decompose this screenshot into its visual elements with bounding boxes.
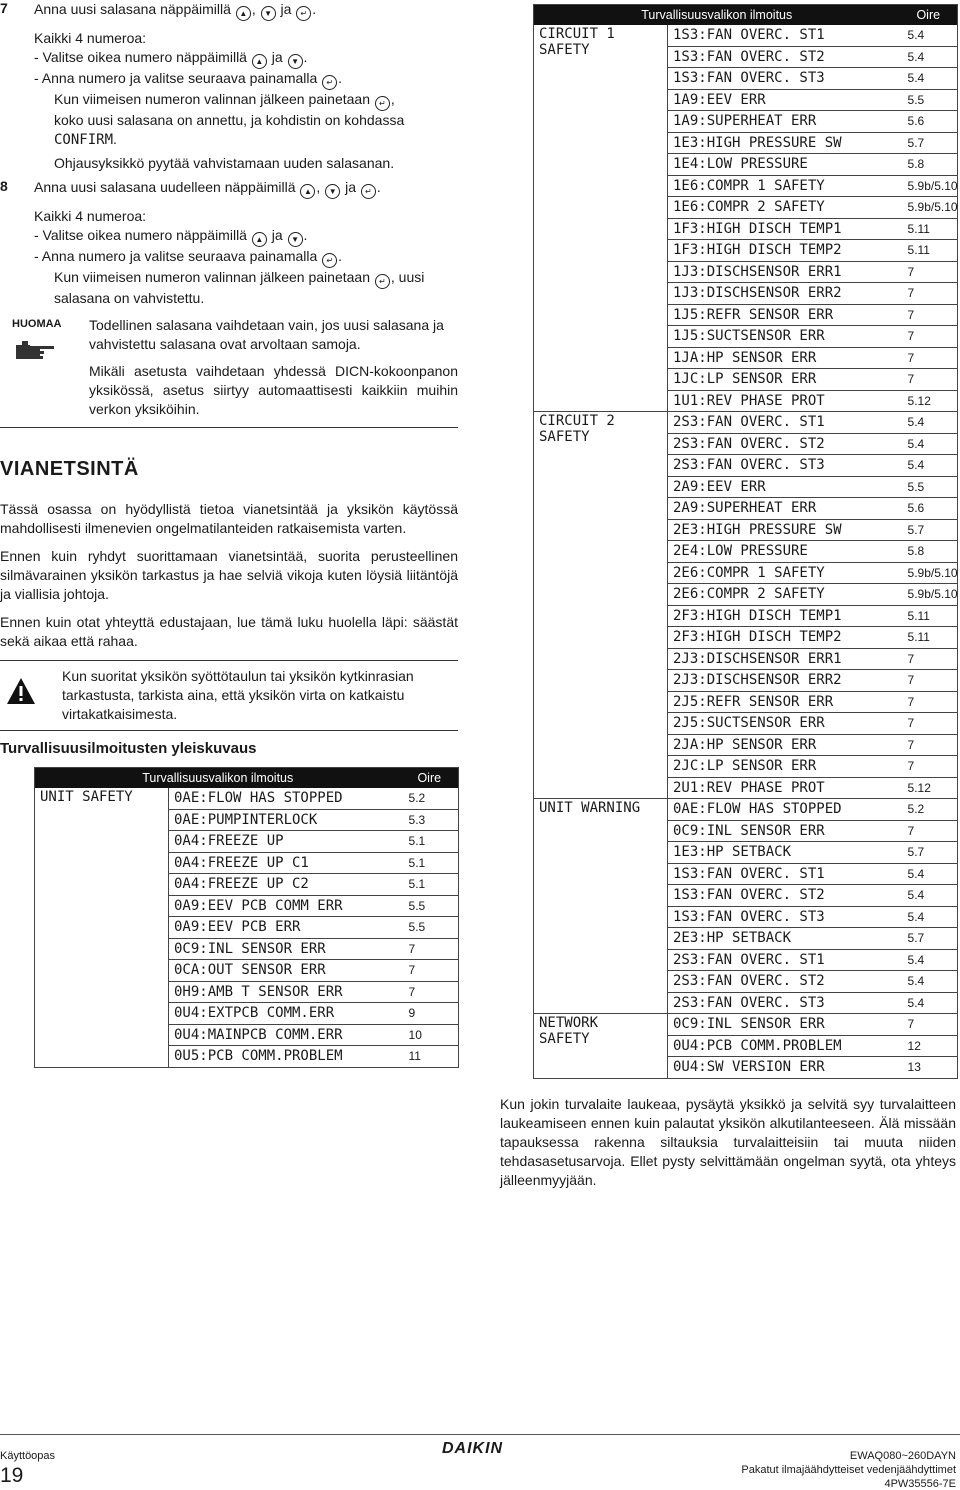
message-cell: 1J3:DISCHSENSOR ERR2 <box>668 283 900 305</box>
intro-paragraph: Ennen kuin otat yhteyttä edustajaan, lue tämä luku huolella läpi: säästät sekä aikaa että rahaa. <box>0 614 458 649</box>
chapter-cell: 5.8 <box>900 541 958 563</box>
message-cell: 2E4:LOW PRESSURE <box>668 541 900 563</box>
message-cell: 0U4:SW VERSION ERR <box>668 1057 900 1079</box>
message-cell: 2S3:FAN OVERC. ST2 <box>668 971 900 993</box>
message-cell: 1S3:FAN OVERC. ST3 <box>668 68 900 90</box>
message-cell: 1S3:FAN OVERC. ST2 <box>668 885 900 907</box>
note-label: HUOMAA <box>12 318 62 330</box>
table-header-cure: Oire <box>900 5 958 26</box>
up-arrow-key-icon: ▲ <box>300 184 315 199</box>
table-row <box>534 1014 958 1036</box>
step-text: - Valitse oikea numero näppäimillä ▲ ja ▼ . <box>34 226 460 247</box>
message-cell: 0AE:FLOW HAS STOPPED <box>668 799 900 821</box>
table-header-cure: Oire <box>401 768 459 789</box>
chapter-cell: 10 <box>401 1024 459 1046</box>
message-cell: 0A4:FREEZE UP C2 <box>169 874 401 896</box>
chapter-cell: 5.5 <box>900 476 958 498</box>
category-cell: CIRCUIT 2 SAFETY <box>534 412 668 799</box>
chapter-cell: 5.7 <box>900 132 958 154</box>
warning-triangle-icon <box>6 677 36 705</box>
message-cell: 0C9:INL SENSOR ERR <box>668 820 900 842</box>
chapter-cell: 5.9b/5.10 <box>900 584 958 606</box>
chapter-cell: 5.5 <box>401 895 459 917</box>
chapter-cell: 7 <box>900 713 958 735</box>
step-text: koko uusi salasana on annettu, ja kohdistin on kohdassa <box>54 112 405 128</box>
confirm-label: CONFIRM <box>54 132 114 148</box>
message-cell: 1S3:FAN OVERC. ST3 <box>668 906 900 928</box>
chapter-cell: 5.5 <box>401 917 459 939</box>
message-cell: 1J5:REFR SENSOR ERR <box>668 304 900 326</box>
chapter-cell: 5.4 <box>900 412 958 434</box>
step-7: 7 Anna uusi salasana näppäimillä ▲ , ▼ ja ↵ . Kaikki 4 numeroa: - Valitse oikea numero näppäimillä ▲ ja ▼ . - Anna numero ja valitse seuraava painamalla ↵ . Kun viimeisen numeron valinnan jälkeen painetaan ↵ , koko uusi salasana on annettu, ja kohdistin on kohdassa CONFIRM. Ohjausyksikkö pyytää vahvistamaan uuden salasanan. <box>0 0 460 173</box>
chapter-cell: 5.9b/5.10 <box>900 197 958 219</box>
footer-model: EWAQ080~260DAYN <box>849 1450 956 1462</box>
chapter-cell: 5.6 <box>900 111 958 133</box>
note-paragraph: Mikäli asetusta vaihdetaan yhdessä DICN-kokoonpanon yksikössä, asetus siirtyy automaattisesti kaikkiin muihin verkon yksiköihin. <box>89 363 458 417</box>
message-cell: 2JC:LP SENSOR ERR <box>668 756 900 778</box>
chapter-cell: 7 <box>900 1014 958 1036</box>
message-cell: 0A9:EEV PCB COMM ERR <box>169 895 401 917</box>
chapter-cell: 7 <box>401 981 459 1003</box>
message-cell: 1S3:FAN OVERC. ST1 <box>668 25 900 46</box>
message-cell: 0H9:AMB T SENSOR ERR <box>169 981 401 1003</box>
message-cell: 0A4:FREEZE UP C1 <box>169 852 401 874</box>
chapter-cell: 5.2 <box>900 799 958 821</box>
message-cell: 2JA:HP SENSOR ERR <box>668 734 900 756</box>
warning-text: Kun suoritat yksikön syöttötaulun tai yksikön kytkinrasian tarkastusta, tarkista aina, että yksikön virta on katkaistu virtakatkaisimesta. <box>62 668 414 722</box>
step-text: Kaikki 4 numeroa: <box>34 208 147 224</box>
message-cell: 0A4:FREEZE UP <box>169 831 401 853</box>
chapter-cell: 5.7 <box>900 519 958 541</box>
step-text: Kun viimeisen numeron valinnan jälkeen painetaan ↵ , uusi <box>34 268 460 289</box>
chapter-cell: 5.4 <box>900 863 958 885</box>
category-cell: CIRCUIT 1 SAFETY <box>534 25 668 412</box>
enter-key-icon: ↵ <box>296 6 311 21</box>
message-cell: 0A9:EEV PCB ERR <box>169 917 401 939</box>
footer-product: Pakatut ilmajäähdytteiset vedenjäähdyttimet <box>741 1464 956 1476</box>
note-box <box>0 305 458 428</box>
pointing-hand-icon <box>14 337 60 361</box>
chapter-cell: 13 <box>900 1057 958 1079</box>
message-cell: 2J3:DISCHSENSOR ERR2 <box>668 670 900 692</box>
message-cell: 2S3:FAN OVERC. ST3 <box>668 455 900 477</box>
message-cell: 1A9:SUPERHEAT ERR <box>668 111 900 133</box>
footer-code: 4PW35556-7E <box>884 1478 956 1490</box>
chapter-cell: 5.4 <box>900 992 958 1014</box>
table-row <box>35 788 459 809</box>
intro-paragraph: Tässä osassa on hyödyllistä tietoa vianetsintää ja yksikön käytössä mahdollisesti ilmenevien ongelmatilanteiden ratkaisemista varten. <box>0 501 458 536</box>
message-cell: 1J5:SUCTSENSOR ERR <box>668 326 900 348</box>
message-cell: 1JC:LP SENSOR ERR <box>668 369 900 391</box>
closing-paragraph: Kun jokin turvalaite laukeaa, pysäytä yksikkö ja selvitä syy turvalaitteen laukeamiseen ennen kuin palautat yksikön alkutilanteeseen. Älä missään tapauksessa rakenna siltauksia turvalaitteisiin tai muuta niiden tehdasasetusarvoja. Ellet pysty selvittämään ongelman syytä, ota yhteys jälleenmyyjään. <box>500 1096 956 1188</box>
message-cell: 2F3:HIGH DISCH TEMP1 <box>668 605 900 627</box>
chapter-cell: 5.5 <box>900 89 958 111</box>
down-arrow-key-icon: ▼ <box>261 6 276 21</box>
chapter-cell: 5.8 <box>900 154 958 176</box>
chapter-cell: 7 <box>900 326 958 348</box>
enter-key-icon: ↵ <box>322 75 337 90</box>
chapter-cell: 7 <box>900 261 958 283</box>
down-arrow-key-icon: ▼ <box>325 184 340 199</box>
message-cell: 2E3:HIGH PRESSURE SW <box>668 519 900 541</box>
warning-box <box>0 660 458 731</box>
step-text: - Anna numero ja valitse seuraava painamalla ↵ . <box>34 247 460 268</box>
section-title: VIANETSINTÄ <box>0 458 139 480</box>
footer-divider <box>0 1434 960 1435</box>
message-cell: 2E6:COMPR 1 SAFETY <box>668 562 900 584</box>
safety-table-left <box>34 767 459 1068</box>
down-arrow-key-icon: ▼ <box>288 232 303 247</box>
chapter-cell: 5.11 <box>900 627 958 649</box>
note-paragraph: Todellinen salasana vaihdetaan vain, jos uusi salasana ja vahvistettu salasana ovat arvoltaan samoja. <box>89 317 444 352</box>
message-cell: 2E3:HP SETBACK <box>668 928 900 950</box>
daikin-logo: DAIKIN <box>442 1440 504 1457</box>
chapter-cell: 7 <box>900 820 958 842</box>
message-cell: 1E3:HIGH PRESSURE SW <box>668 132 900 154</box>
message-cell: 2U1:REV PHASE PROT <box>668 777 900 799</box>
chapter-cell: 7 <box>900 283 958 305</box>
up-arrow-key-icon: ▲ <box>236 6 251 21</box>
chapter-cell: 5.4 <box>900 433 958 455</box>
message-cell: 1E6:COMPR 2 SAFETY <box>668 197 900 219</box>
chapter-cell: 5.4 <box>900 455 958 477</box>
step-8: 8 Anna uusi salasana uudelleen näppäimillä ▲ , ▼ ja ↵ . Kaikki 4 numeroa: - Valitse oikea numero näppäimillä ▲ ja ▼ . - Anna numero ja valitse seuraava painamalla ↵ . Kun viimeisen numeron valinnan jälkeen painetaan ↵ , uusi salasana on vahvistettu. <box>0 178 460 308</box>
step-text: Kaikki 4 numeroa: <box>34 30 147 46</box>
table-row <box>534 412 958 434</box>
overview-title: Turvallisuusilmoitusten yleiskuvaus <box>0 740 257 757</box>
message-cell: 2S3:FAN OVERC. ST1 <box>668 412 900 434</box>
step-text: Kun viimeisen numeron valinnan jälkeen painetaan ↵ , <box>34 90 460 111</box>
category-cell: UNIT WARNING <box>534 799 668 1014</box>
chapter-cell: 5.2 <box>401 788 459 809</box>
message-cell: 2E6:COMPR 2 SAFETY <box>668 584 900 606</box>
chapter-cell: 7 <box>900 734 958 756</box>
step-number: 8 <box>0 178 8 194</box>
chapter-cell: 5.11 <box>900 218 958 240</box>
message-cell: 1JA:HP SENSOR ERR <box>668 347 900 369</box>
message-cell: 1U1:REV PHASE PROT <box>668 390 900 412</box>
chapter-cell: 5.4 <box>900 885 958 907</box>
safety-table-right <box>533 4 958 1079</box>
intro-paragraph: Ennen kuin ryhdyt suorittamaan vianetsintää, suorita perusteellinen silmävarainen yksikön tarkastus ja hae selviä vikoja kuten löysiä liitäntöjä ja viallisia johtoja. <box>0 548 458 602</box>
message-cell: 2A9:EEV ERR <box>668 476 900 498</box>
step-text: - Valitse oikea numero näppäimillä ▲ ja ▼ . <box>34 48 460 69</box>
chapter-cell: 5.12 <box>900 390 958 412</box>
message-cell: 1F3:HIGH DISCH TEMP2 <box>668 240 900 262</box>
message-cell: 0U5:PCB COMM.PROBLEM <box>169 1046 401 1068</box>
chapter-cell: 5.11 <box>900 240 958 262</box>
chapter-cell: 5.4 <box>900 25 958 46</box>
chapter-cell: 7 <box>900 347 958 369</box>
table-row <box>534 799 958 821</box>
chapter-cell: 5.6 <box>900 498 958 520</box>
chapter-cell: 7 <box>900 369 958 391</box>
chapter-cell: 5.1 <box>401 852 459 874</box>
up-arrow-key-icon: ▲ <box>252 232 267 247</box>
chapter-cell: 5.1 <box>401 831 459 853</box>
message-cell: 1A9:EEV ERR <box>668 89 900 111</box>
enter-key-icon: ↵ <box>375 96 390 111</box>
chapter-cell: 5.4 <box>900 68 958 90</box>
table-header-menu: Turvallisuusvalikon ilmoitus <box>35 768 401 789</box>
page-number: 19 <box>0 1464 24 1487</box>
message-cell: 2S3:FAN OVERC. ST3 <box>668 992 900 1014</box>
message-cell: 0U4:EXTPCB COMM.ERR <box>169 1003 401 1025</box>
up-arrow-key-icon: ▲ <box>252 54 267 69</box>
message-cell: 2S3:FAN OVERC. ST2 <box>668 433 900 455</box>
message-cell: 1S3:FAN OVERC. ST2 <box>668 46 900 68</box>
category-cell: NETWORK SAFETY <box>534 1014 668 1079</box>
table-header-menu: Turvallisuusvalikon ilmoitus <box>534 5 900 26</box>
chapter-cell: 5.1 <box>401 874 459 896</box>
message-cell: 0C9:INL SENSOR ERR <box>668 1014 900 1036</box>
chapter-cell: 5.12 <box>900 777 958 799</box>
chapter-cell: 5.4 <box>900 906 958 928</box>
message-cell: 0CA:OUT SENSOR ERR <box>169 960 401 982</box>
chapter-cell: 5.3 <box>401 809 459 831</box>
message-cell: 0U4:MAINPCB COMM.ERR <box>169 1024 401 1046</box>
chapter-cell: 11 <box>401 1046 459 1068</box>
message-cell: 0AE:FLOW HAS STOPPED <box>169 788 401 809</box>
chapter-cell: 5.9b/5.10 <box>900 175 958 197</box>
chapter-cell: 12 <box>900 1035 958 1057</box>
chapter-cell: 5.4 <box>900 971 958 993</box>
message-cell: 1F3:HIGH DISCH TEMP1 <box>668 218 900 240</box>
chapter-cell: 7 <box>900 756 958 778</box>
step-number: 7 <box>0 0 8 16</box>
message-cell: 2J5:SUCTSENSOR ERR <box>668 713 900 735</box>
footer-doc-title: Käyttöopas <box>0 1450 56 1462</box>
table-row <box>534 25 958 46</box>
chapter-cell: 5.7 <box>900 928 958 950</box>
message-cell: 1E4:LOW PRESSURE <box>668 154 900 176</box>
chapter-cell: 7 <box>401 938 459 960</box>
enter-key-icon: ↵ <box>322 253 337 268</box>
message-cell: 2J3:DISCHSENSOR ERR1 <box>668 648 900 670</box>
message-cell: 2F3:HIGH DISCH TEMP2 <box>668 627 900 649</box>
step-text: Ohjausyksikkö pyytää vahvistamaan uuden salasanan. <box>54 155 395 171</box>
message-cell: 0C9:INL SENSOR ERR <box>169 938 401 960</box>
chapter-cell: 7 <box>900 304 958 326</box>
step-text: CONFIRM. <box>54 131 117 148</box>
chapter-cell: 5.4 <box>900 949 958 971</box>
step-text: Anna uusi salasana näppäimillä <box>34 1 235 17</box>
step-text: Anna uusi salasana uudelleen näppäimillä <box>34 179 300 195</box>
step-text: - Anna numero ja valitse seuraava painamalla ↵ . <box>34 69 460 90</box>
message-cell: 2J5:REFR SENSOR ERR <box>668 691 900 713</box>
message-cell: 1E3:HP SETBACK <box>668 842 900 864</box>
message-cell: 0AE:PUMPINTERLOCK <box>169 809 401 831</box>
chapter-cell: 5.4 <box>900 46 958 68</box>
message-cell: 1S3:FAN OVERC. ST1 <box>668 863 900 885</box>
chapter-cell: 5.9b/5.10 <box>900 562 958 584</box>
chapter-cell: 7 <box>900 691 958 713</box>
message-cell: 2A9:SUPERHEAT ERR <box>668 498 900 520</box>
enter-key-icon: ↵ <box>375 274 390 289</box>
category-cell: UNIT SAFETY <box>35 788 169 1067</box>
chapter-cell: 5.11 <box>900 605 958 627</box>
message-cell: 2S3:FAN OVERC. ST1 <box>668 949 900 971</box>
chapter-cell: 9 <box>401 1003 459 1025</box>
message-cell: 0U4:PCB COMM.PROBLEM <box>668 1035 900 1057</box>
chapter-cell: 7 <box>900 648 958 670</box>
message-cell: 1J3:DISCHSENSOR ERR1 <box>668 261 900 283</box>
chapter-cell: 5.7 <box>900 842 958 864</box>
down-arrow-key-icon: ▼ <box>288 54 303 69</box>
message-cell: 1E6:COMPR 1 SAFETY <box>668 175 900 197</box>
chapter-cell: 7 <box>900 670 958 692</box>
enter-key-icon: ↵ <box>361 184 376 199</box>
chapter-cell: 7 <box>401 960 459 982</box>
step-text: salasana on vahvistettu. <box>54 290 205 306</box>
